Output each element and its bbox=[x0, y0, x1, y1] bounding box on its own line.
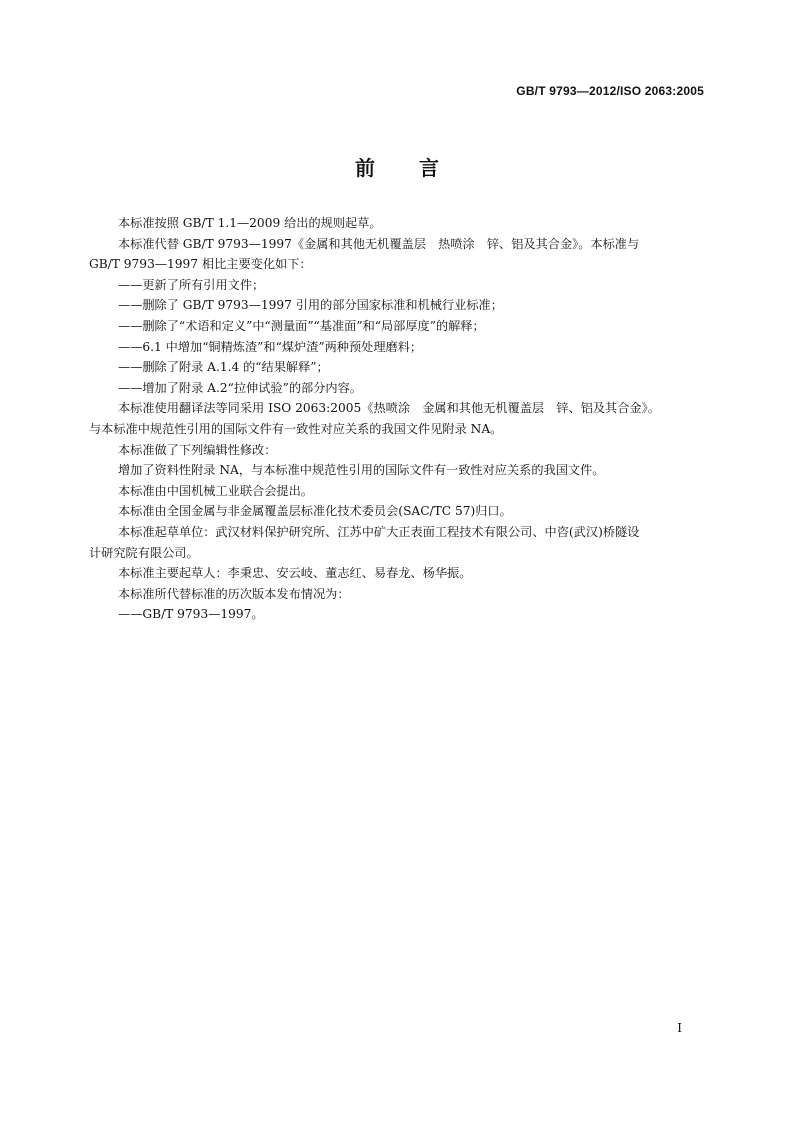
change-item-references: ——更新了所有引用文件； bbox=[118, 277, 265, 292]
paragraph-corresponding-documents: 与本标准中规范性引用的国际文件有一致性对应关系的我国文件见附录 NA。 bbox=[89, 421, 503, 436]
paragraph-drafting-units-continued: 计研究院有限公司。 bbox=[89, 545, 199, 560]
change-item-removed-terms: ——删除了“术语和定义”中“测量面”“基准面”和“局部厚度”的解释； bbox=[118, 318, 485, 333]
previous-edition-item: ——GB/T 9793—1997。 bbox=[118, 607, 264, 622]
paragraph-replaces: 本标准代替 GB/T 9793—1997《金属和其他无机覆盖层 热喷涂 锌、铝及其合金》。本标准与 bbox=[118, 236, 640, 251]
page-number: I bbox=[677, 1021, 682, 1035]
change-item-abrasives: ——6.1 中增加“铜精炼渣”和“煤炉渣”两种预处理磨料； bbox=[118, 339, 423, 354]
paragraph-proposed-by: 本标准由中国机械工业联合会提出。 bbox=[118, 483, 313, 498]
paragraph-administered-by: 本标准由全国金属与非金属覆盖层标准化技术委员会(SAC/TC 57)归口。 bbox=[118, 504, 512, 519]
foreword-body bbox=[89, 213, 718, 625]
paragraph-drafting-rules: 本标准按照 GB/T 1.1—2009 给出的规则起草。 bbox=[118, 216, 382, 230]
change-item-tensile-test: ——增加了附录 A.2“拉伸试验”的部分内容。 bbox=[118, 380, 362, 395]
standard-code-header: GB/T 9793—2012/ISO 2063:2005 bbox=[516, 84, 704, 98]
paragraph-drafters: 本标准主要起草人：李秉忠、安云岐、董志红、易春龙、杨华振。 bbox=[118, 566, 472, 581]
paragraph-added-annex: 增加了资料性附录 NA，与本标准中规范性引用的国际文件有一致性对应关系的我国文件。 bbox=[118, 463, 605, 478]
change-item-removed-annex: ——删除了附录 A.1.4 的“结果解释”； bbox=[118, 360, 329, 375]
page-title: 前言 bbox=[355, 156, 483, 180]
paragraph-editorial-changes: 本标准做了下列编辑性修改： bbox=[118, 442, 277, 457]
paragraph-drafting-units: 本标准起草单位：武汉材料保护研究所、江苏中矿大正表面工程技术有限公司、中咨(武汉)桥隧设 bbox=[118, 524, 640, 539]
paragraph-previous-editions: 本标准所代替标准的历次版本发布情况为： bbox=[118, 586, 350, 601]
paragraph-replaces-continued: GB/T 9793—1997 相比主要变化如下： bbox=[89, 257, 312, 272]
paragraph-translation-method: 本标准使用翻译法等同采用 ISO 2063:2005《热喷涂 金属和其他无机覆盖层 锌、铝及其合金》。 bbox=[118, 401, 660, 416]
change-item-removed-standards: ——删除了 GB/T 9793—1997 引用的部分国家标准和机械行业标准； bbox=[118, 298, 503, 313]
